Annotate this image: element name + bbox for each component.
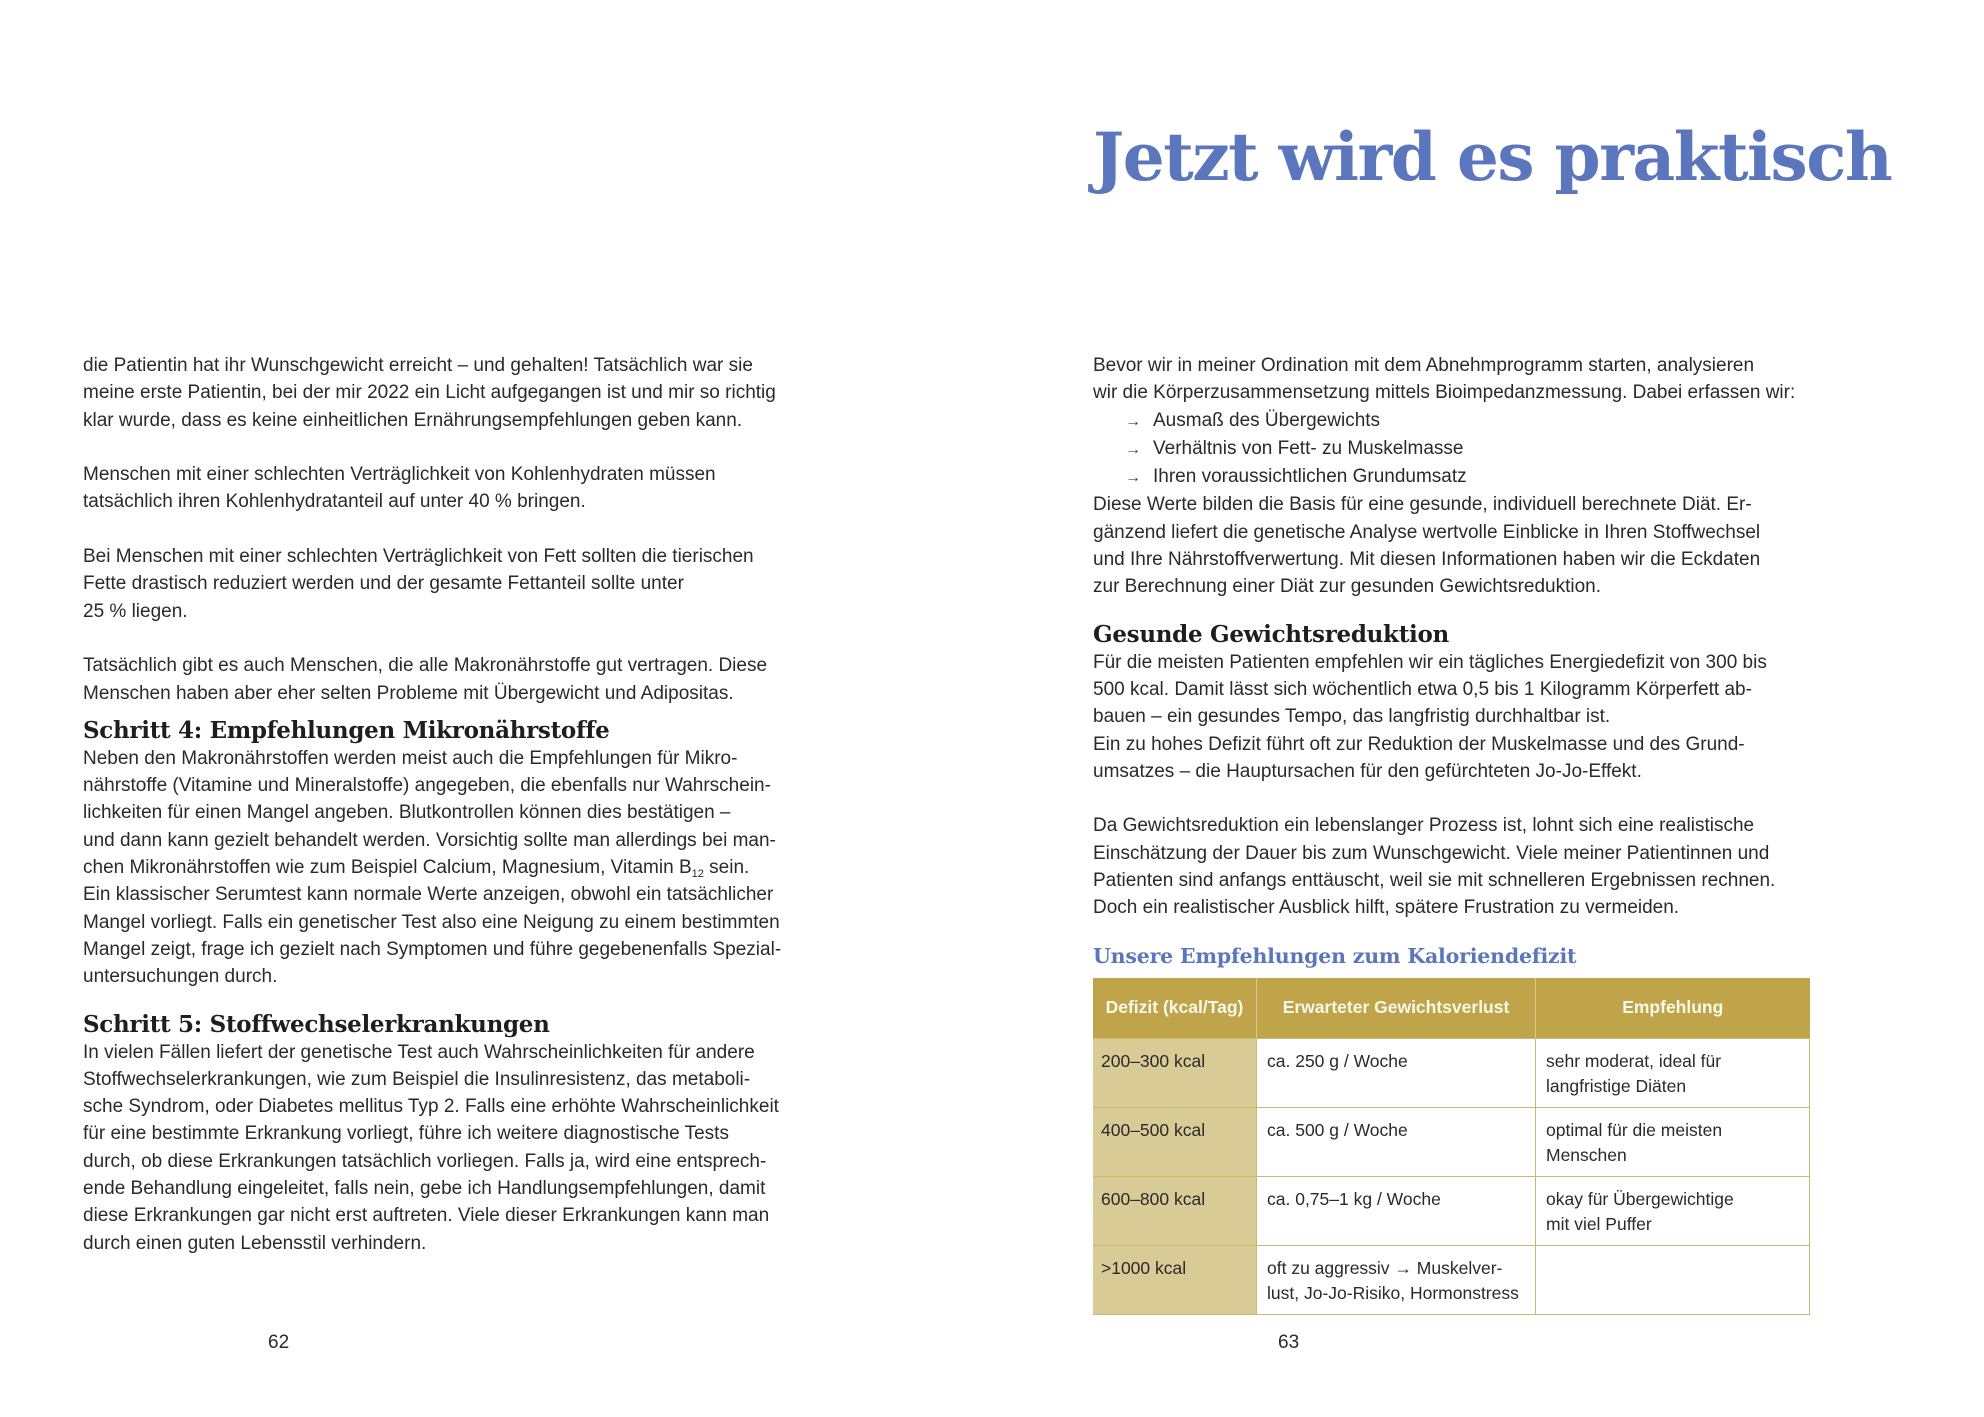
bullet-item: [1125, 435, 1823, 463]
text-line: Menschen haben aber eher selten Probleme mit Übergewicht und Adipositas.: [83, 682, 734, 704]
paragraph: [83, 745, 813, 991]
text-line: Neben den Makronährstoffen werden meist auch die Empfehlungen für Mikro-: [83, 747, 738, 769]
section-heading-schritt-5: Schritt 5: Stoffwechselerkrankungen: [83, 1010, 550, 1038]
text-line: Mangel vorliegt. Falls ein genetischer Test also eine Neigung zu einem bestimmten: [83, 911, 780, 933]
text-line: Diese Werte bilden die Basis für eine gesunde, individuell berechnete Diät. Er-: [1093, 494, 1752, 516]
text-line: Für die meisten Patienten empfehlen wir ein tägliches Energiedefizit von 300 bis: [1093, 651, 1767, 673]
text-line: klar wurde, dass es keine einheitlichen Ernährungsempfehlungen geben kann.: [83, 409, 743, 431]
text-line: gänzend liefert die genetische Analyse wertvolle Einblicke in Ihren Stoffwechsel: [1093, 521, 1761, 543]
section-heading-gesunde-gewichtsreduktion: Gesunde Gewichtsreduktion: [1093, 620, 1449, 648]
subscript: 12: [691, 868, 704, 881]
cell-verlust: [1257, 1107, 1536, 1176]
cell-text: okay für Übergewichtige: [1546, 1188, 1734, 1209]
text-line: Ein zu hohes Defizit führt oft zur Reduktion der Muskelmasse und des Grund-: [1093, 733, 1745, 755]
bullet-item: [1125, 463, 1823, 491]
cell-verlust: [1257, 1245, 1536, 1314]
text-line: Tatsächlich gibt es auch Menschen, die alle Makronährstoffe gut vertragen. Diese: [83, 655, 768, 677]
text-line: [83, 854, 813, 881]
column-header-empfehlung: Empfehlung: [1536, 978, 1810, 1039]
page-number-right: 63: [1278, 1332, 1300, 1353]
chapter-title: Jetzt wird es praktisch: [1093, 118, 1892, 196]
text-line: umsatzes – die Hauptursachen für den gefürchteten Jo-Jo-Effekt.: [1093, 760, 1642, 782]
cell-text: sehr moderat, ideal für: [1546, 1050, 1722, 1071]
cell-defizit: 400–500 kcal: [1093, 1107, 1257, 1176]
text-line: Menschen mit einer schlechten Verträglichkeit von Kohlenhydraten müssen: [83, 464, 716, 486]
cell-text: langfristige Diäten: [1546, 1075, 1687, 1096]
right-page: [992, 0, 1984, 1417]
cell-text: oft zu aggressiv → Muskelver-: [1267, 1257, 1503, 1278]
text-line: 500 kcal. Damit lässt sich wöchentlich etwa 0,5 bis 1 Kilogramm Körperfett ab-: [1093, 678, 1752, 700]
table-row: [1093, 1176, 1810, 1245]
arrow-right-icon: →: [1125, 469, 1141, 487]
paragraph: [83, 1039, 813, 1257]
cell-text: Menschen: [1546, 1144, 1627, 1165]
table-row: [1093, 1038, 1810, 1107]
bullet-text: Verhältnis von Fett- zu Muskelmasse: [1153, 437, 1464, 459]
cell-empfehlung: [1536, 1038, 1810, 1107]
column-header-gewichtsverlust: Erwarteter Gewichtsverlust: [1257, 978, 1536, 1039]
left-text-column: [83, 352, 813, 1284]
cell-defizit: 600–800 kcal: [1093, 1176, 1257, 1245]
text-line: diese Erkrankungen gar nicht erst auftreten. Viele dieser Erkrankungen kann man: [83, 1205, 770, 1227]
table-row: [1093, 1245, 1810, 1314]
cell-empfehlung: [1536, 1245, 1810, 1314]
text-line: Einschätzung der Dauer bis zum Wunschgewicht. Viele meiner Patientinnen und: [1093, 842, 1770, 864]
table-header-row: [1093, 978, 1810, 1039]
cell-empfehlung: [1536, 1176, 1810, 1245]
cell-text: lust, Jo-Jo-Risiko, Hormonstress: [1267, 1282, 1519, 1303]
cell-empfehlung: [1536, 1107, 1810, 1176]
text-line: Doch ein realistischer Ausblick hilft, spätere Frustration zu vermeiden.: [1093, 897, 1680, 919]
text-line: bauen – ein gesundes Tempo, das langfristig durchhaltbar ist.: [1093, 706, 1611, 728]
intro-paragraph: [1093, 352, 1823, 601]
arrow-right-icon: →: [1125, 440, 1141, 458]
section-heading-schritt-4: Schritt 4: Empfehlungen Mikronährstoffe: [83, 716, 610, 744]
cell-text: optimal für die meisten: [1546, 1119, 1723, 1140]
bullet-list: [1093, 407, 1823, 492]
text-line: Fette drastisch reduziert werden und der gesamte Fettanteil sollte unter: [83, 573, 684, 595]
text-line: Da Gewichtsreduktion ein lebenslanger Prozess ist, lohnt sich eine realistische: [1093, 815, 1755, 837]
text-line: Bei Menschen mit einer schlechten Verträglichkeit von Fett sollten die tierischen: [83, 546, 754, 568]
cell-defizit: >1000 kcal: [1093, 1245, 1257, 1314]
table-row: [1093, 1107, 1810, 1176]
page-number-left: 62: [268, 1332, 290, 1353]
text-line: wir die Körperzusammensetzung mittels Bioimpedanzmessung. Dabei erfassen wir:: [1093, 382, 1796, 404]
paragraph: [1093, 812, 1823, 921]
text-line: Mangel zeigt, frage ich gezielt nach Symptomen und führe gegebenenfalls Spezial-: [83, 938, 782, 960]
text-line: Stoffwechselerkrankungen, wie zum Beispiel die Insulinresistenz, das metaboli-: [83, 1068, 751, 1090]
column-header-defizit: Defizit (kcal/Tag): [1093, 978, 1257, 1039]
text-line: Bevor wir in meiner Ordination mit dem Abnehmprogramm starten, analysieren: [1093, 355, 1755, 376]
text-line: In vielen Fällen liefert der genetische Test auch Wahrscheinlichkeiten für andere: [83, 1041, 755, 1063]
text-line: tatsächlich ihren Kohlenhydratanteil auf unter 40 % bringen.: [83, 491, 586, 513]
text-fragment: chen Mikronährstoffen wie zum Beispiel Calcium, Magnesium, Vitamin B: [83, 857, 692, 879]
table-title: Unsere Empfehlungen zum Kaloriendefizit: [1093, 943, 1577, 968]
text-line: die Patientin hat ihr Wunschgewicht erreicht – und gehalten! Tatsächlich war sie: [83, 355, 753, 376]
paragraph: [83, 461, 813, 516]
text-line: sche Syndrom, oder Diabetes mellitus Typ 2. Falls eine erhöhte Wahrscheinlichkeit: [83, 1096, 779, 1118]
paragraph: [1093, 649, 1823, 785]
text-line: 25 % liegen.: [83, 600, 188, 622]
text-fragment: sein.: [703, 857, 750, 879]
cell-text: ca. 0,75–1 kg / Woche: [1267, 1188, 1441, 1209]
text-line: durch einen guten Lebensstil verhindern.: [83, 1232, 427, 1254]
text-line: und dann kann gezielt behandelt werden. Vorsichtig sollte man allerdings bei man-: [83, 829, 776, 851]
paragraph: [83, 352, 813, 434]
paragraph: [83, 652, 813, 707]
calorie-deficit-table: [1093, 978, 1810, 1315]
bullet-text: Ausmaß des Übergewichts: [1153, 409, 1381, 431]
text-line: durch, ob diese Erkrankungen tatsächlich vorliegen. Falls ja, wird eine entsprech-: [83, 1150, 767, 1172]
arrow-right-icon: →: [1125, 412, 1141, 430]
cell-verlust: [1257, 1038, 1536, 1107]
text-line: Ein klassischer Serumtest kann normale Werte anzeigen, obwohl ein tatsächlicher: [83, 884, 774, 906]
cell-text: ca. 250 g / Woche: [1267, 1050, 1408, 1071]
text-line: für eine bestimmte Erkrankung vorliegt, führe ich weitere diagnostische Tests: [83, 1123, 729, 1145]
bullet-item: [1125, 407, 1823, 435]
cell-verlust: [1257, 1176, 1536, 1245]
text-line: nährstoffe (Vitamine und Mineralstoffe) angegeben, die ebenfalls nur Wahrschein-: [83, 775, 771, 797]
right-text-column: [1093, 352, 1823, 1315]
text-line: Patienten sind anfangs enttäuscht, weil sie mit schnelleren Ergebnissen rechnen.: [1093, 870, 1776, 892]
text-line: untersuchungen durch.: [83, 966, 278, 988]
bullet-text: Ihren voraussichtlichen Grundumsatz: [1153, 466, 1467, 488]
cell-text: mit viel Puffer: [1546, 1213, 1652, 1234]
cell-defizit: 200–300 kcal: [1093, 1038, 1257, 1107]
text-line: und Ihre Nährstoffverwertung. Mit diesen Informationen haben wir die Eckdaten: [1093, 549, 1761, 571]
text-line: zur Berechnung einer Diät zur gesunden Gewichtsreduktion.: [1093, 576, 1602, 598]
paragraph: [83, 543, 813, 625]
text-line: meine erste Patientin, bei der mir 2022 ein Licht aufgegangen ist und mir so richtig: [83, 382, 776, 404]
cell-text: ca. 500 g / Woche: [1267, 1119, 1408, 1140]
text-line: ende Behandlung eingeleitet, falls nein, gebe ich Handlungsempfehlungen, damit: [83, 1178, 766, 1200]
text-line: lichkeiten für einen Mangel angeben. Blutkontrollen können dies bestätigen –: [83, 802, 731, 824]
